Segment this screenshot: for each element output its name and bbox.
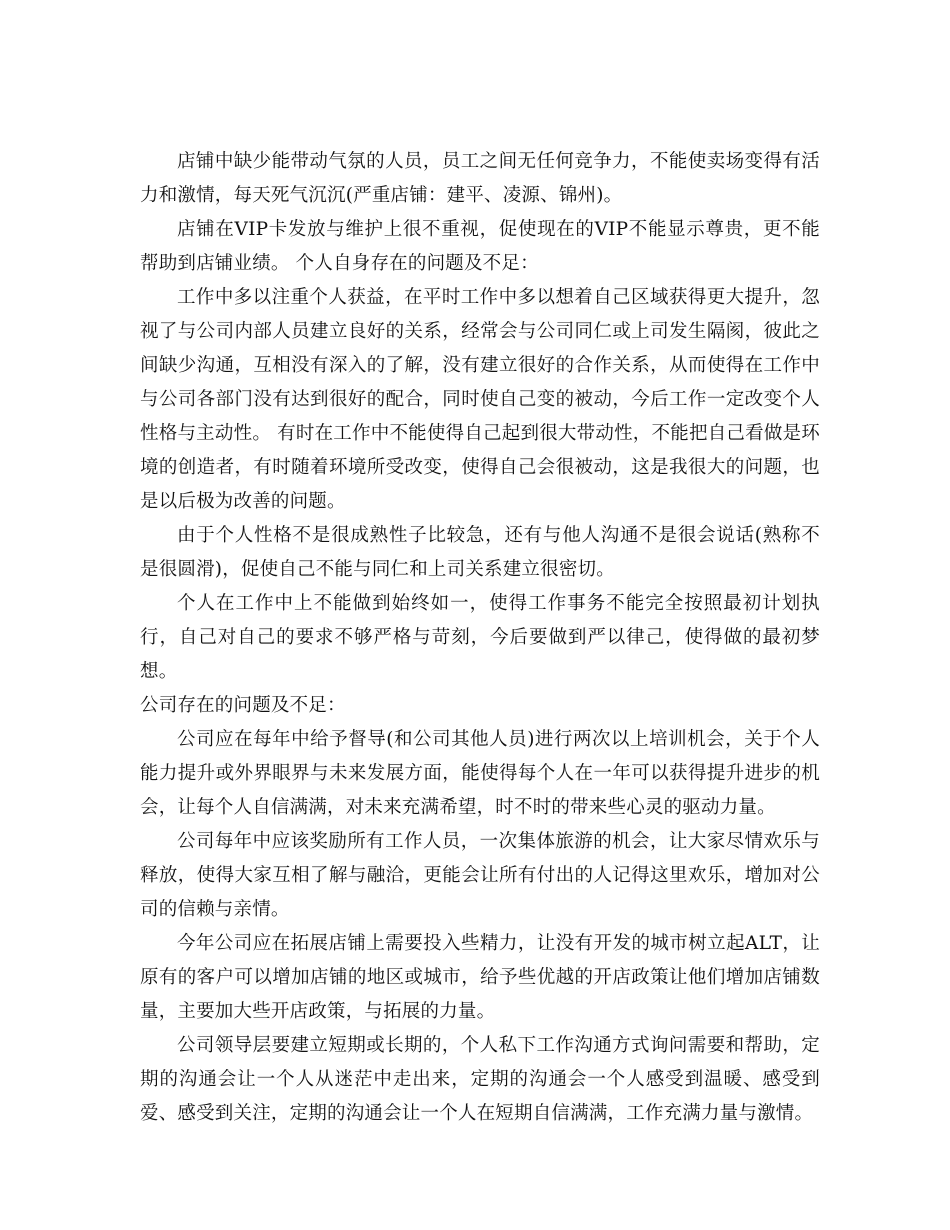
paragraph-4: 由于个人性格不是很成熟性子比较急，还有与他人沟通不是很会说话(熟称不是很圆滑)，促使自己不能与同仁和上司关系建立很密切。 — [140, 525, 820, 580]
paragraph-2: 店铺在VIP卡发放与维护上很不重视，促使现在的VIP不能显示尊贵，更不能帮助到店铺业绩。 个人自身存在的问题及不足： — [140, 219, 820, 274]
paragraph-10: 公司领导层要建立短期或长期的，个人私下工作沟通方式询问需要和帮助，定期的沟通会让一个人从迷茫中走出来，定期的沟通会一个人感受到温暖、感受到爱、感受到关注，定期的沟通会让一个人在短期自信满满，工作充满力量与激情。 — [140, 1035, 820, 1124]
paragraph-7: 公司应在每年中给予督导(和公司其他人员)进行两次以上培训机会，关于个人能力提升或外界眼界与未来发展方面，能使得每个人在一年可以获得提升进步的机会，让每个人自信满满，对未来充满希望，时不时的带来些心灵的驱动力量。 — [140, 729, 820, 818]
paragraph-1: 店铺中缺少能带动气氛的人员，员工之间无任何竞争力，不能使卖场变得有活力和激情，每天死气沉沉(严重店铺：建平、凌源、锦州)。 — [140, 151, 820, 206]
document-body — [140, 145, 820, 1131]
section-heading-company-issues: 公司存在的问题及不足： — [140, 695, 346, 716]
paragraph-5: 个人在工作中上不能做到始终如一，使得工作事务不能完全按照最初计划执行，自己对自己的要求不够严格与苛刻，今后要做到严以律己，使得做的最初梦想。 — [140, 593, 820, 682]
paragraph-9: 今年公司应在拓展店铺上需要投入些精力，让没有开发的城市树立起ALT，让原有的客户可以增加店铺的地区或城市，给予些优越的开店政策让他们增加店铺数量，主要加大些开店政策，与拓展的力量。 — [140, 933, 820, 1022]
paragraph-3: 工作中多以注重个人获益，在平时工作中多以想着自己区域获得更大提升，忽视了与公司内部人员建立良好的关系，经常会与公司同仁或上司发生隔阂，彼此之间缺少沟通，互相没有深入的了解，没有建立很好的合作关系，从而使得在工作中与公司各部门没有达到很好的配合，同时使自己变的被动，今后工作一定改变个人性格与主动性。 有时在工作中不能使得自己起到很大带动性，不能把自己看做是环境的创造者，有时随着环境所受改变，使得自己会很被动，这是我很大的问题，也是以后极为改善的问题。 — [140, 287, 820, 512]
paragraph-8: 公司每年中应该奖励所有工作人员，一次集体旅游的机会，让大家尽情欢乐与释放，使得大家互相了解与融洽，更能会让所有付出的人记得这里欢乐，增加对公司的信赖与亲情。 — [140, 831, 820, 920]
